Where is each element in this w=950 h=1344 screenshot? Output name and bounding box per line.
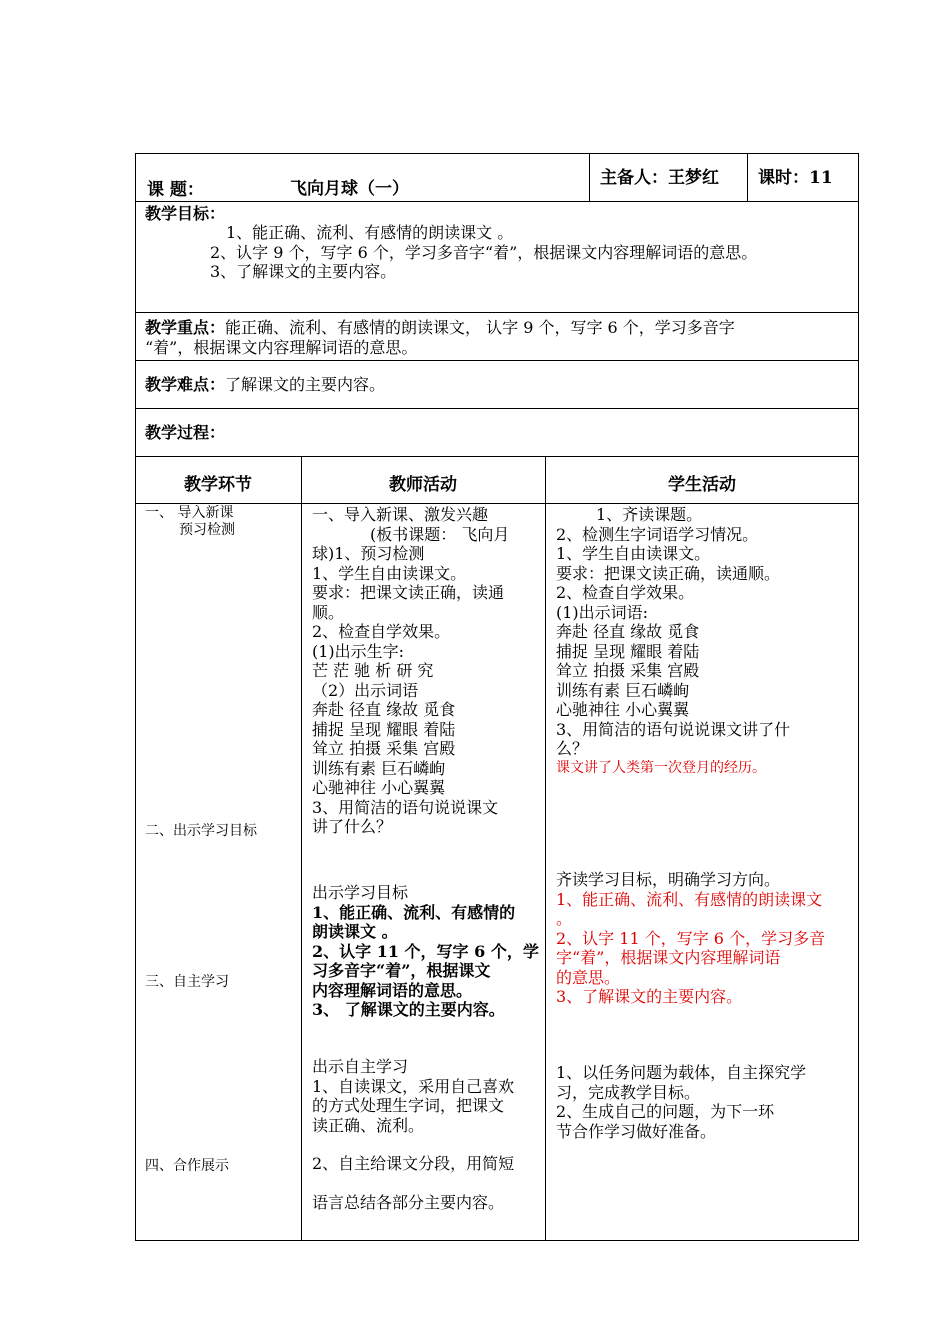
col-header-stage: 教学环节 [184,475,252,495]
teacher-line: 球)1、预习检测 [312,544,425,563]
teacher-block-selfstudy [312,1057,514,1135]
teacher-goal-line: 朗读课文 。 [312,922,398,941]
teacher-line: 一、导入新课、激发兴趣 [312,505,489,524]
key-points-label: 教学重点： [145,318,226,337]
teacher-line: 2、自主给课文分段，用简短 [312,1154,515,1173]
student-goal-line: 3、了解课文的主要内容。 [556,987,743,1006]
key-points-continued: “着”，根据课文内容理解词语的意思。 [145,338,418,357]
goal-item: 1、能正确、流利、有感情的朗读课文 。 [226,223,514,242]
teacher-line: (板书课题： 飞向月 [370,524,510,544]
teacher-line: 耸立 拍摄 采集 宫殿 [312,739,456,758]
student-line: 习，完成教学目标。 [556,1082,701,1102]
student-block-goals [556,870,825,1007]
topic-label: 课 题： [147,180,204,200]
student-line: 心驰神往 小心翼翼 [556,700,690,719]
student-goal-line: 字“着”，根据课文内容理解词语 [556,948,781,967]
stage-4: 四、合作展示 [145,1158,229,1174]
teacher-goal-line: 2、认字 11 个，写字 6 个，学 [312,941,539,961]
student-goal-line: 2、认字 11 个，写字 6 个，学习多音 [556,928,826,948]
row-divider [135,456,859,457]
student-goal-line: 1、能正确、流利、有感情的朗读课文 [556,889,823,909]
student-line: 1、以任务问题为载体，自主探究学 [556,1063,807,1082]
student-block-intro [556,505,790,777]
teacher-line: 奔赴 径直 缘故 觅食 [312,700,456,719]
student-line: 1、学生自由读课文。 [556,544,711,563]
teacher-goal-line: 1、能正确、流利、有感情的 [312,902,516,922]
student-line: 2、生成自己的问题，为下一环 [556,1102,775,1121]
col-divider [301,456,302,1241]
col-header-teacher: 教师活动 [389,475,457,495]
difficulty-label: 教学难点： [145,375,226,394]
stage-1-sub: 预习检测 [179,522,235,538]
preparer: 主备人：王梦红 [600,168,719,188]
row-divider [135,201,859,202]
teacher-line: 3、用简洁的语句说说课文 [312,797,499,817]
teacher-line: 捕捉 呈现 耀眼 着陆 [312,719,456,739]
teacher-line: 读正确、流利。 [312,1115,425,1135]
teacher-line: 2、检查自学效果。 [312,622,451,641]
teacher-block-intro [312,505,509,837]
teacher-line: 芒 茫 驰 析 研 究 [312,661,434,680]
lesson-period: 课时：11 [758,168,833,188]
col-divider [589,153,590,201]
difficulty [145,375,385,394]
goal-item: 3、了解课文的主要内容。 [210,262,397,281]
student-answer: 课文讲了人类第一次登月的经历。 [556,759,766,776]
teacher-line: 语言总结各部分主要内容。 [312,1193,505,1212]
teacher-line: 心驰神往 小心翼翼 [312,778,446,797]
teacher-line: 1、学生自由读课文。 [312,563,467,583]
teacher-line: (1)出示生字: [312,641,405,661]
stage-3: 三、自主学习 [145,974,229,990]
goals-label: 教学目标： [145,204,226,223]
topic-title: 飞向月球（一） [290,179,409,199]
student-line: 奔赴 径直 缘故 觅食 [556,622,700,641]
teacher-goal-line: 3、 了解课文的主要内容。 [312,1000,505,1019]
student-goals-title: 齐读学习目标，明确学习方向。 [556,870,781,889]
student-line: 1、齐读课题。 [596,505,703,524]
process-label: 教学过程： [145,423,226,442]
goal-item: 2、认字 9 个，写字 6 个，学习多音字“着”，根据课文内容理解词语的意思。 [210,243,758,262]
student-line: 训练有素 巨石嶙峋 [556,680,690,700]
student-goal-line: 。 [556,909,573,928]
col-divider [747,153,748,201]
teacher-line: 要求：把课文读正确，读通 [312,583,505,602]
student-line: 节合作学习做好准备。 [556,1121,717,1141]
stage-1: 一、 导入新课 [145,505,234,521]
student-line: 3、用简洁的语句说说课文讲了什 [556,719,791,739]
stage-2: 二、出示学习目标 [145,823,257,839]
teacher-goal-line: 内容理解词语的意思。 [312,980,473,1000]
student-line: 么？ [556,739,589,758]
student-goal-line: 的意思。 [556,967,621,987]
teacher-line: 出示自主学习 [312,1057,409,1076]
key-points-text: 能正确、流利、有感情的朗读课文， 认字 9 个，写字 6 个，学习多音字 [225,318,735,337]
teacher-line: 1、自读课文，采用自己喜欢 [312,1076,515,1096]
teacher-line: （2）出示词语 [312,680,419,700]
difficulty-text: 了解课文的主要内容。 [225,375,386,394]
col-divider [545,456,546,1241]
student-line: 2、检测生字词语学习情况。 [556,524,759,544]
teacher-goal-line: 习多音字“着”，根据课文 [312,961,491,980]
student-line: 捕捉 呈现 耀眼 着陆 [556,641,700,661]
teacher-line: 训练有素 巨石嶙峋 [312,758,446,778]
student-line: 要求：把课文读正确，读通顺。 [556,563,781,583]
row-divider [135,312,859,313]
student-block-selfstudy [556,1063,806,1141]
teacher-block-goals [312,883,539,1020]
row-divider [135,360,859,361]
teacher-line: 顺。 [312,602,345,622]
student-line: 耸立 拍摄 采集 宫殿 [556,661,700,680]
key-points [145,318,735,337]
teacher-goals-title: 出示学习目标 [312,883,409,902]
row-divider [135,503,859,504]
student-line: 2、检查自学效果。 [556,583,695,602]
teacher-line: 的方式处理生字词，把课文 [312,1096,505,1115]
row-divider [135,408,859,409]
teacher-line: 讲了什么？ [312,817,393,836]
col-header-student: 学生活动 [668,475,736,495]
student-line: (1)出示词语: [556,602,649,622]
